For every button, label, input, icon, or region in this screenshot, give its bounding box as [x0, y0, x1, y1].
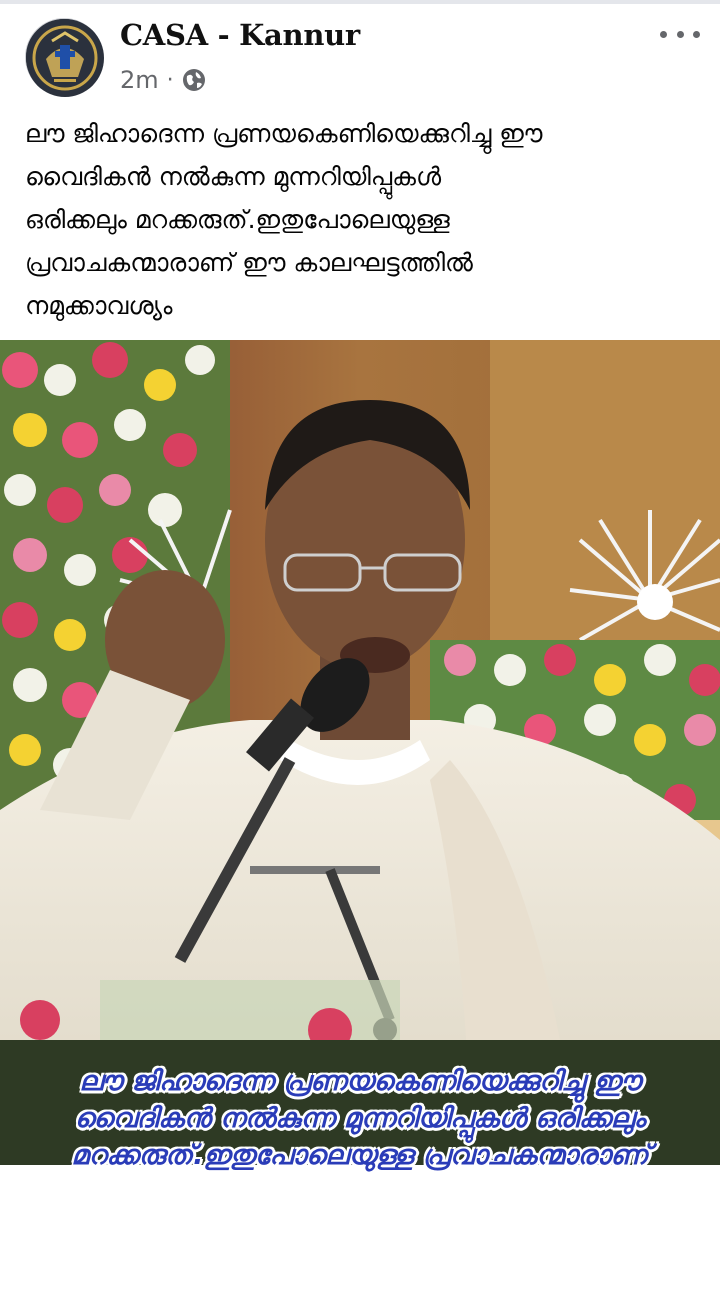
subtitle-line: വൈദികൻ നൽകുന്ന മുന്നറിയിപ്പുകൾ ഒരിക്കലും — [74, 1103, 646, 1134]
caption-line: വൈദികൻ നൽകുന്ന മുന്നറിയിപ്പുകൾ — [25, 162, 442, 191]
video-subtitle — [0, 1055, 720, 1171]
post-header — [0, 4, 720, 104]
caption-line: പ്രവാചകന്മാരാണ് ഈ കാലഘട്ടത്തിൽ — [25, 248, 473, 277]
caption-line: ഒരിക്കലും മറക്കരുത്.ഇതുപോലെയുള്ള — [25, 205, 450, 234]
emblem-avatar-icon — [26, 19, 104, 97]
post-meta — [120, 66, 206, 94]
video-watermark: M TV — [0, 1240, 144, 1303]
caption-line: നമുക്കാവശ്യം — [25, 291, 173, 320]
post-video[interactable] — [0, 340, 720, 1303]
post-caption — [25, 112, 705, 327]
page-name[interactable]: CASA - Kannur — [120, 18, 360, 52]
meta-separator: · — [166, 67, 174, 93]
subtitle-line: മറക്കരുത്.ഇതുപോലെയുള്ള പ്രവാചകന്മാരാണ് — [71, 1140, 649, 1171]
more-dots-icon[interactable] — [660, 22, 700, 46]
subtitle-line: ലൗ ജിഹാദെന്ന പ്രണയകെണിയെക്കുറിച്ചു ഈ — [79, 1066, 641, 1097]
caption-line: ലൗ ജിഹാദെന്ന പ്രണയകെണിയെക്കുറിച്ചു ഈ — [25, 119, 543, 148]
page-avatar[interactable] — [25, 18, 103, 96]
video-frame — [0, 340, 720, 1165]
globe-icon[interactable] — [182, 68, 206, 92]
post-time[interactable]: 2m — [120, 66, 159, 94]
